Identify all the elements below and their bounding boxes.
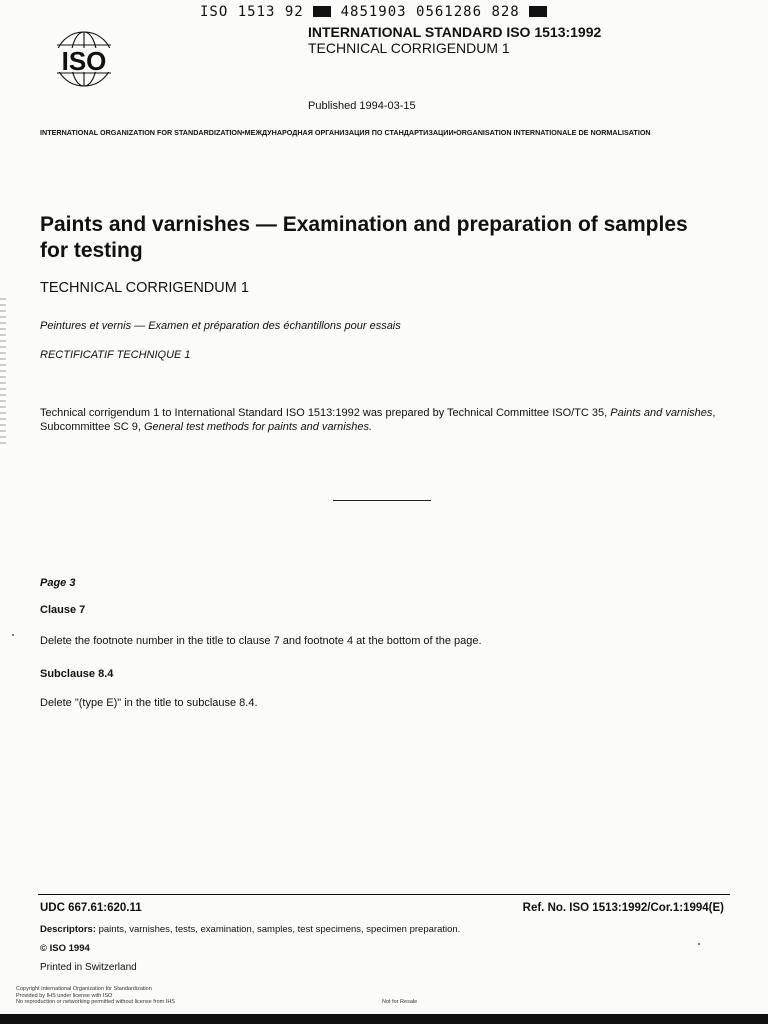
license-line: Copyright International Organization for Standardization xyxy=(16,986,152,992)
intro-italic-2: General test methods for paints and varnishes. xyxy=(143,421,373,433)
license-line: Provided by IHS under license with ISO xyxy=(16,992,113,999)
barcode-block xyxy=(313,6,331,17)
clause-text: Delete the footnote number in the title to clause 7 and footnote 4 at the bottom of the page. xyxy=(40,635,482,647)
subclause-heading: Subclause 8.4 xyxy=(40,668,114,680)
french-subtitle: RECTIFICATIF TECHNIQUE 1 xyxy=(40,349,191,361)
reference-number: Ref. No. ISO 1513:1992/Cor.1:1994(E) xyxy=(522,902,724,914)
french-title: Peintures et vernis — Examen et préparation des échantillons pour essais xyxy=(40,320,401,332)
license-notice xyxy=(16,986,175,1006)
barcode-line xyxy=(200,4,547,20)
corrigendum-label: TECHNICAL CORRIGENDUM 1 xyxy=(308,40,510,56)
separator-line xyxy=(333,500,431,501)
license-line: No reproduction or networking permitted without license from IHS xyxy=(16,999,175,1005)
intro-italic-1: Paints and varnishes xyxy=(610,407,713,419)
copyright: © ISO 1994 xyxy=(40,943,90,954)
udc-code: UDC 667.61:620.11 xyxy=(40,902,142,914)
barcode-part-1: ISO 1513 92 xyxy=(200,4,304,20)
printed-location: Printed in Switzerland xyxy=(40,962,137,973)
logo-text: ISO xyxy=(61,46,107,76)
scan-speck xyxy=(698,943,700,945)
published-date: Published 1994-03-15 xyxy=(308,100,416,112)
standard-number: INTERNATIONAL STANDARD ISO 1513:1992 xyxy=(308,24,602,40)
page-reference: Page 3 xyxy=(40,577,76,589)
intro-text-2: , Subcommittee SC 9, xyxy=(40,407,716,433)
iso-logo xyxy=(38,28,130,90)
document-title: Paints and varnishes — Examination and preparation of samples for testing xyxy=(40,213,688,262)
margin-scan-marks xyxy=(0,298,6,448)
subclause-text: Delete "(type E)" in the title to subclause 8.4. xyxy=(40,697,258,709)
barcode-part-2: 4851903 0561286 828 xyxy=(340,4,520,20)
barcode-block xyxy=(529,6,547,17)
scan-bottom-bar xyxy=(0,1014,768,1024)
document-subtitle: TECHNICAL CORRIGENDUM 1 xyxy=(40,280,249,296)
descriptors-label: Descriptors: xyxy=(40,924,96,935)
descriptors-text: paints, varnishes, tests, examination, samples, test specimens, specimen preparation. xyxy=(95,924,461,935)
footer-rule xyxy=(38,894,730,895)
clause-heading: Clause 7 xyxy=(40,604,86,616)
intro-paragraph xyxy=(40,406,730,434)
scan-speck xyxy=(12,634,14,636)
intro-text-1: Technical corrigendum 1 to International Standard ISO 1513:1992 was prepared by Technical Committee ISO/TC 35, xyxy=(40,407,611,419)
not-for-resale: Not for Resale xyxy=(382,999,418,1005)
descriptors xyxy=(40,924,460,935)
organization-line: INTERNATIONAL ORGANIZATION FOR STANDARDIZATION•МЕЖДУНАРОДНАЯ ОРГАНИЗАЦИЯ ПО СТАНДАРТИЗАЦИИ•ORGANISATION INTERNATIONALE DE NORMALISATION xyxy=(40,128,651,137)
